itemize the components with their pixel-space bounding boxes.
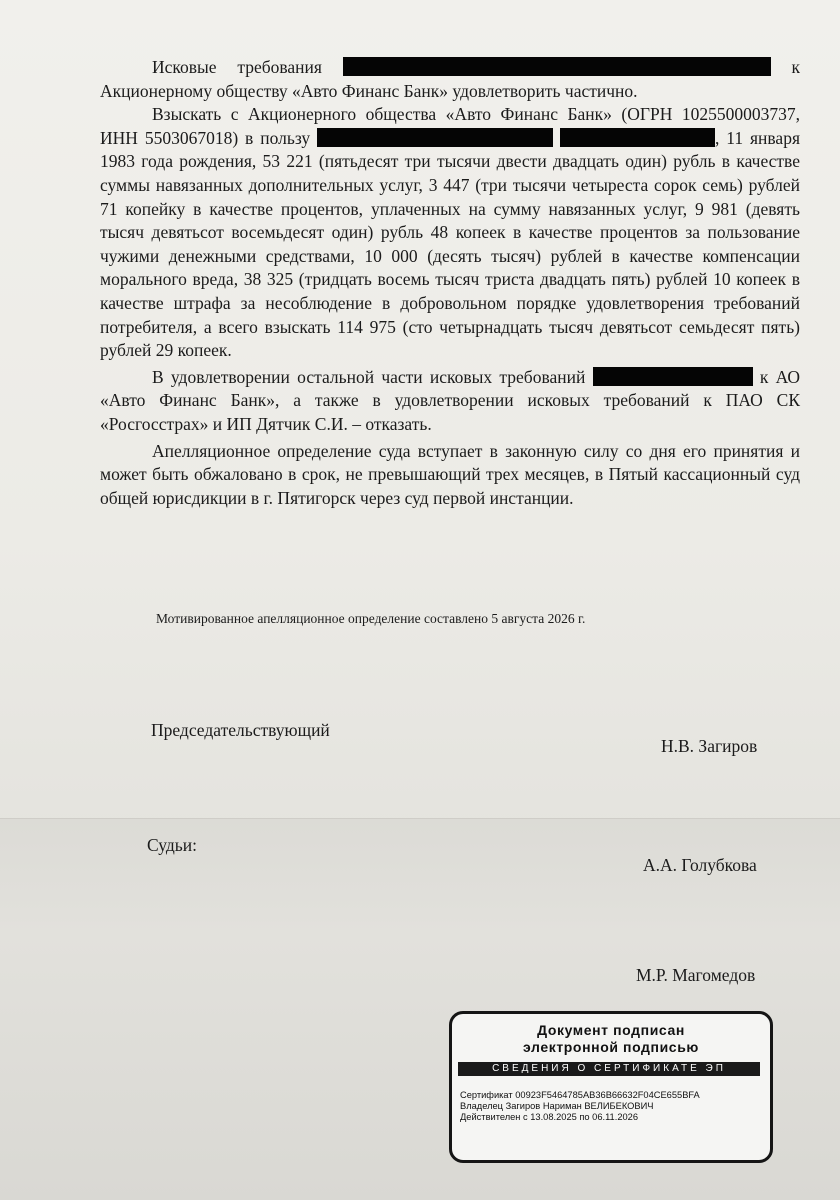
stamp-certificate-bar: СВЕДЕНИЯ О СЕРТИФИКАТЕ ЭП [458, 1062, 760, 1076]
stamp-title-line-1: Документ подписан [537, 1022, 685, 1038]
document-body [100, 56, 800, 510]
bleed-through-text [520, 958, 524, 975]
stamp-certificate-number: Сертификат 00923F5464785AB36B66632F04CE655BFA [460, 1090, 700, 1100]
paragraph-1-start: Исковые требования [152, 57, 322, 77]
stamp-validity: Действителен с 13.08.2025 по 06.11.2026 [460, 1112, 638, 1123]
stamp-owner: Владелец Загиров Нариман ВЕЛИБЕКОВИЧ [460, 1101, 654, 1112]
presiding-judge-name: Н.В. Загиров [661, 736, 758, 756]
judges-label: Судьи: [147, 835, 197, 855]
paragraph-2-end: , 11 января 1983 года рождения, 53 221 (пятьдесят три тысячи двести двадцать один) рубль в качестве суммы навязанных дополнительных услуг, 3 447 (три тысячи четыреста сорок семь) рублей 71 копейку в качестве процентов, уплаченных на сумму навязанных услуг, 9 981 (девять тысяч девятьсот восемьдесят один) рубль 48 копеек в качестве процентов за пользование чужими денежными средствами, 10 000 (десять тысяч) рублей в качестве компенсации морального вреда, 38 325 (тридцать восемь тысяч триста двадцать пять) рублей 10 копеек в качестве штрафа за несоблюдение в добровольном порядке удовлетворения требований потребителя, а всего взыскать 114 975 (сто четырнадцать тысяч девятьсот семьдесят пять) рублей 29 копеек. [100, 127, 800, 361]
motivated-decision-note: Мотивированное апелляционное определение составлено 5 августа 2026 г. [156, 611, 586, 626]
redaction-bar [593, 367, 753, 386]
paragraph-3-start: В удовлетворении остальной части исковых требований [152, 366, 586, 387]
stamp-certificate-info [460, 1090, 700, 1124]
redaction-bar [317, 128, 553, 147]
judge-name-1: А.А. Голубкова [643, 855, 757, 875]
paragraph-1-end: к Акционерному обществу «Авто Финанс Банк» удовлетворить частично. [100, 57, 801, 101]
judge-name-2: М.Р. Магомедов [636, 965, 756, 985]
electronic-signature-stamp [449, 1011, 773, 1163]
redaction-bar [343, 57, 771, 76]
paragraph-3-end: к АО «Авто Финанс Банк», а также в удовлетворении исковых требований к ПАО СК «Росгосстрах» и ИП Дятчик С.И. – отказать. [100, 366, 801, 434]
paragraph-claims-denied [100, 366, 800, 437]
paragraph-claims-granted [100, 56, 800, 103]
stamp-title-line-2: электронной подписью [523, 1039, 699, 1055]
paragraph-appeal-terms: Апелляционное определение суда вступает в законную силу со дня его принятия и может быть обжаловано в срок, не превышающий трех месяцев, в Пятый кассационный суд общей юрисдикции в г. Пятигорск через суд первой инстанции. [100, 440, 800, 508]
presiding-label: Председательствующий [151, 720, 330, 740]
paragraph-award [100, 103, 800, 363]
redaction-bar [560, 128, 715, 147]
paragraph-2-start: Взыскать с Акционерного общества «Авто Финанс Банк» (ОГРН 1025500003737, ИНН 5503067018) в пользу [100, 104, 800, 148]
stamp-title [452, 1022, 770, 1056]
